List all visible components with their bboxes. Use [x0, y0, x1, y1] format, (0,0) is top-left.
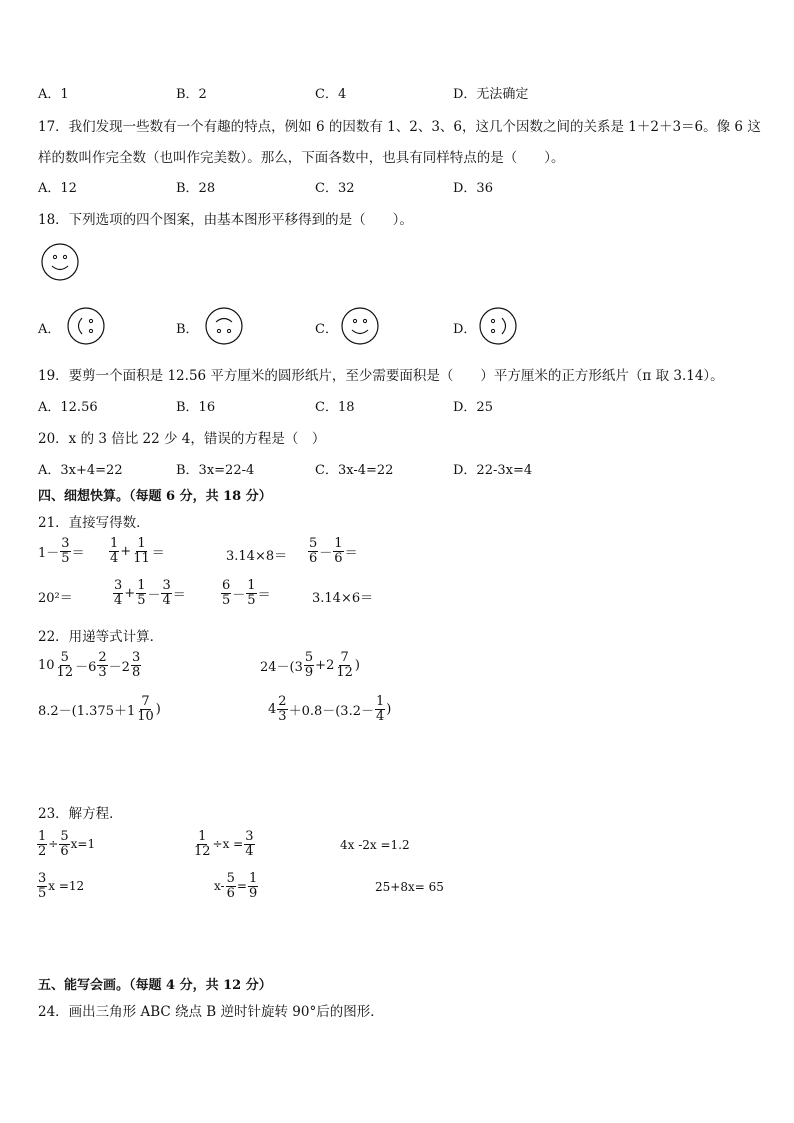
q21-expr-4: $\frac{5}{6}$ － $\frac{1}{6}$ ＝: [309, 536, 358, 566]
q18-label-c: C．: [315, 322, 338, 337]
q21-e1-eq: ＝: [71, 545, 85, 561]
q21-e7-frac2: $\frac{1}{5}$: [247, 578, 256, 608]
q17-option-a: A．12: [38, 181, 77, 196]
q16-option-a: A．1: [38, 87, 69, 102]
q16-option-c: C．4: [315, 87, 347, 102]
q23-e1-frac2: $\frac{5}{6}$: [60, 829, 69, 859]
q21-expr-3: 3.14×8＝: [226, 549, 288, 564]
q19-option-b: B．16: [176, 400, 216, 415]
q22-e1-frac1: $\frac{5}{12}$: [56, 650, 74, 680]
q22-e4-frac1: $\frac{2}{3}$: [278, 694, 287, 724]
q22-e2-frac2: $\frac{7}{12}$: [336, 650, 353, 680]
q16-option-b: B．2: [176, 87, 207, 102]
q20-option-d: D．22-3x=4: [453, 463, 533, 478]
q20-option-a: A．3x+4=22: [38, 463, 123, 478]
q21-e2-frac1: $\frac{1}{4}$: [110, 536, 119, 566]
q22-expr-4: 4 $\frac{2}{3}$ ＋0.8－(3.2－ $\frac{1}{4}$ ): [268, 694, 392, 724]
q22-expr-2: 24－(3 $\frac{5}{9}$ +2 $\frac{7}{12}$ ): [260, 650, 360, 680]
q21-e4-frac1: $\frac{5}{6}$: [309, 536, 318, 566]
q21-expr-2: $\frac{1}{4}$ + $\frac{1}{11}$ ＝: [110, 536, 165, 566]
q18-option-c-figure: [340, 306, 380, 346]
q21-e6-frac1: $\frac{3}{4}$: [114, 578, 123, 608]
q18-label-b: B．: [176, 322, 199, 337]
q22-e1-frac2: $\frac{2}{3}$: [98, 650, 107, 680]
q22-text: 22．用递等式计算．: [38, 629, 164, 645]
q18-option-b-figure: [204, 306, 244, 346]
q19-option-c: C．18: [315, 400, 355, 415]
q21-e1-lead: 1－: [38, 545, 60, 561]
q19-option-d: D．25: [453, 400, 493, 415]
q17-text-line1: 17．我们发现一些数有一个有趣的特点，例如 6 的因数有 1、2、3、6，这几个因数之间的关系是 1＋2＋3＝6。像 6 这: [38, 119, 761, 135]
q22-e3-frac: $\frac{7}{10}$: [137, 694, 154, 724]
q23-expr-4: $\frac{3}{5}$ x =12: [38, 871, 85, 901]
q23-e1-frac1: $\frac{1}{2}$: [38, 829, 47, 859]
q23-e5-frac2: $\frac{1}{9}$: [248, 871, 258, 901]
q23-expr-3: 4x -2x =1.2: [340, 838, 410, 852]
q21-text: 21．直接写得数．: [38, 515, 150, 531]
q19-option-a: A．12.56: [38, 400, 98, 415]
q23-text: 23．解方程．: [38, 806, 123, 822]
q18-label-d: D．: [453, 322, 477, 337]
q20-text: 20．x 的 3 倍比 22 少 4，错误的方程是（ ）: [38, 431, 326, 447]
q22-expr-3: 8.2－(1.375＋1 $\frac{7}{10}$ ): [38, 694, 161, 724]
q21-expr-5: 20²＝: [38, 591, 73, 606]
q17-option-c: C．32: [315, 181, 355, 196]
q18-text: 18．下列选项的四个图案，由基本图形平移得到的是（ ）。: [38, 212, 413, 228]
q23-expr-2: $\frac{1}{12}$ ÷x = $\frac{3}{4}$: [194, 829, 254, 859]
q21-expr-7: $\frac{6}{5}$ － $\frac{1}{5}$ ＝: [222, 578, 271, 608]
q18-option-a-figure: [66, 306, 106, 346]
q22-expr-1: 10 $\frac{5}{12}$ －6 $\frac{2}{3}$ －2 $\frac{3}{8}$: [38, 650, 141, 680]
q23-e5-frac1: $\frac{5}{6}$: [226, 871, 235, 901]
q21-expr-1: [38, 537, 85, 565]
q23-e4-frac: $\frac{3}{5}$: [38, 871, 47, 901]
q23-expr-6: 25+8x= 65: [375, 880, 444, 894]
q22-e2-frac1: $\frac{5}{9}$: [304, 650, 314, 680]
q21-e1-frac: $\frac{3}{5}$: [61, 536, 70, 566]
q21-expr-6: $\frac{3}{4}$ + $\frac{1}{5}$ － $\frac{3}{4}$ ＝: [114, 578, 186, 608]
q23-expr-5: x- $\frac{5}{6}$ = $\frac{1}{9}$: [214, 871, 258, 901]
q17-text-line2: 样的数叫作完全数（也叫作完美数）。那么，下面各数中，也具有同样特点的是（ ）。: [38, 150, 565, 166]
q18-base-smiley: [40, 242, 80, 282]
q21-e7-frac1: $\frac{6}{5}$: [222, 578, 231, 608]
q17-option-d: D．36: [453, 181, 493, 196]
q16-option-d: D．无法确定: [453, 87, 529, 102]
section4-title: 四、细想快算。（每题 6 分，共 18 分）: [38, 489, 272, 504]
q21-e2-frac2: $\frac{1}{11}$: [133, 536, 150, 566]
q19-text: 19．要剪一个面积是 12.56 平方厘米的圆形纸片，至少需要面积是（ ）平方厘米的正方形纸片（π 取 3.14）。: [38, 368, 724, 384]
q22-e1-frac3: $\frac{3}{8}$: [131, 650, 141, 680]
q23-e2-frac2: $\frac{3}{4}$: [245, 829, 254, 859]
q23-expr-1: $\frac{1}{2}$ ÷ $\frac{5}{6}$ x=1: [38, 829, 96, 859]
q17-option-b: B．28: [176, 181, 216, 196]
q21-expr-8: 3.14×6＝: [312, 591, 374, 606]
q21-e6-frac2: $\frac{1}{5}$: [137, 578, 146, 608]
q21-e6-frac3: $\frac{3}{4}$: [162, 578, 171, 608]
q21-e4-frac2: $\frac{1}{6}$: [334, 536, 343, 566]
q23-e2-frac1: $\frac{1}{12}$: [194, 829, 211, 859]
q22-e4-frac2: $\frac{1}{4}$: [375, 694, 385, 724]
q24-text: 24．画出三角形 ABC 绕点 B 逆时针旋转 90°后的图形．: [38, 1004, 384, 1020]
q18-label-a: A．: [38, 322, 61, 337]
q20-option-c: C．3x-4=22: [315, 463, 394, 478]
section5-title: 五、能写会画。（每题 4 分，共 12 分）: [38, 978, 272, 993]
q20-option-b: B．3x=22-4: [176, 463, 255, 478]
q18-option-d-figure: [478, 306, 518, 346]
